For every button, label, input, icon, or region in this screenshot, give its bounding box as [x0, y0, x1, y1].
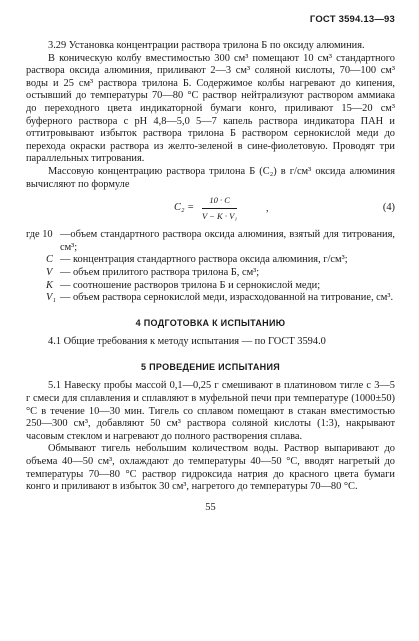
paragraph-5-1-continued: Обмывают тигель небольшим количеством воды. Раствор выпаривают до объема 40—50 см³, охлаждают до температуры 40—50 °С, вводят нагретый до температуры 70—80 °С раствор гидроксида натрия до красного цвета бумаги конго и приливают в избыток 30 см³, нагретого до температуры 70—80 °С. — [26, 443, 395, 493]
definition-text: — соотношение растворов трилона Б и сернокислой меди; — [60, 279, 321, 291]
paragraph-5-1: 5.1 Навеску пробы массой 0,1—0,25 г смешивают в платиновом тигле с 3—5 г смеси для сплавления и сплавляют в муфельной печи при температуре (1000±50) °С в течение 10—30 мин. Тигель со сплавом помещают в стакан вместимостью 250—300 см³, добавляют 50 см³ раствора соляной кислоты (1:3), накрывают часовым стеклом и нагревают до полного растворения сплава. — [26, 380, 395, 442]
formula-definitions — [26, 229, 395, 305]
paragraph-3-29-procedure: В коническую колбу вместимостью 300 см³ помещают 10 см³ стандартного раствора оксида алюминия, приливают 2—3 см³ соляной кислоты, 70—100 см³ воды и 25 см³ раствора трилона Б. Содержимое колбы нагревают до кипения, остывший до температуры 70—80 °С раствор нейтрализуют раствором аммиака до переходного цвета индикаторной бумаги конго, приливают 15—20 см³ буферного раствора с рН 4,8—5,0 5—7 капель раствора индикатора ПАН и оттитровывают избыток раствора трилона Б раствором сернокислой меди до перехода окраски раствора из желто-зеленой в сине-фиолетовую. Проводят три параллельных титрования. — [26, 52, 395, 165]
definition-text: —объем стандартного раствора оксида алюминия, взятый для титрования, см³; — [60, 229, 395, 253]
definition-row — [26, 254, 395, 267]
formula-denominator: V − K · V₁ — [202, 210, 238, 221]
definition-row — [26, 280, 395, 293]
definition-symbol: V — [46, 266, 53, 278]
definition-symbol: K — [46, 279, 53, 291]
definition-text: — объем прилитого раствора трилона Б, см³; — [60, 266, 260, 278]
paragraph-3-29-title: 3.29 Установка концентрации раствора трилона Б по оксиду алюминия. — [48, 40, 365, 51]
document-body — [26, 40, 395, 514]
formula-fraction — [202, 194, 237, 222]
paragraph-4-1: 4.1 Общие требования к методу испытания — по ГОСТ 3594.0 — [48, 336, 326, 348]
definition-row — [26, 229, 395, 254]
formula-numerator: 10 · C — [202, 194, 237, 209]
definition-symbol: где 10 — [26, 229, 53, 241]
section-5-heading: 5 ПРОВЕДЕНИЕ ИСПЫТАНИЯ — [141, 361, 280, 372]
page-header: ГОСТ 3594.13—93 — [309, 14, 395, 25]
page-number: 55 — [205, 501, 216, 513]
formula-lhs: C₂ = — [174, 202, 195, 214]
paragraph-3-29-formula-intro: Массовую концентрацию раствора трилона Б (С₂) в г/см³ оксида алюминия вычисляют по формуле — [26, 165, 395, 190]
formula-number: (4) — [382, 202, 395, 214]
formula-comma: , — [266, 203, 269, 215]
definition-text: — концентрация стандартного раствора оксида алюминия, г/см³; — [60, 254, 348, 266]
definition-row — [26, 292, 395, 305]
definition-row — [26, 267, 395, 280]
definition-symbol: V₁ — [46, 292, 56, 304]
section-4-heading: 4 ПОДГОТОВКА К ИСПЫТАНИЮ — [135, 317, 286, 328]
definition-text: — объем раствора сернокислой меди, израсходованной на титрование, см³. — [60, 292, 394, 304]
definition-symbol: C — [46, 254, 53, 266]
formula-4 — [26, 193, 395, 227]
